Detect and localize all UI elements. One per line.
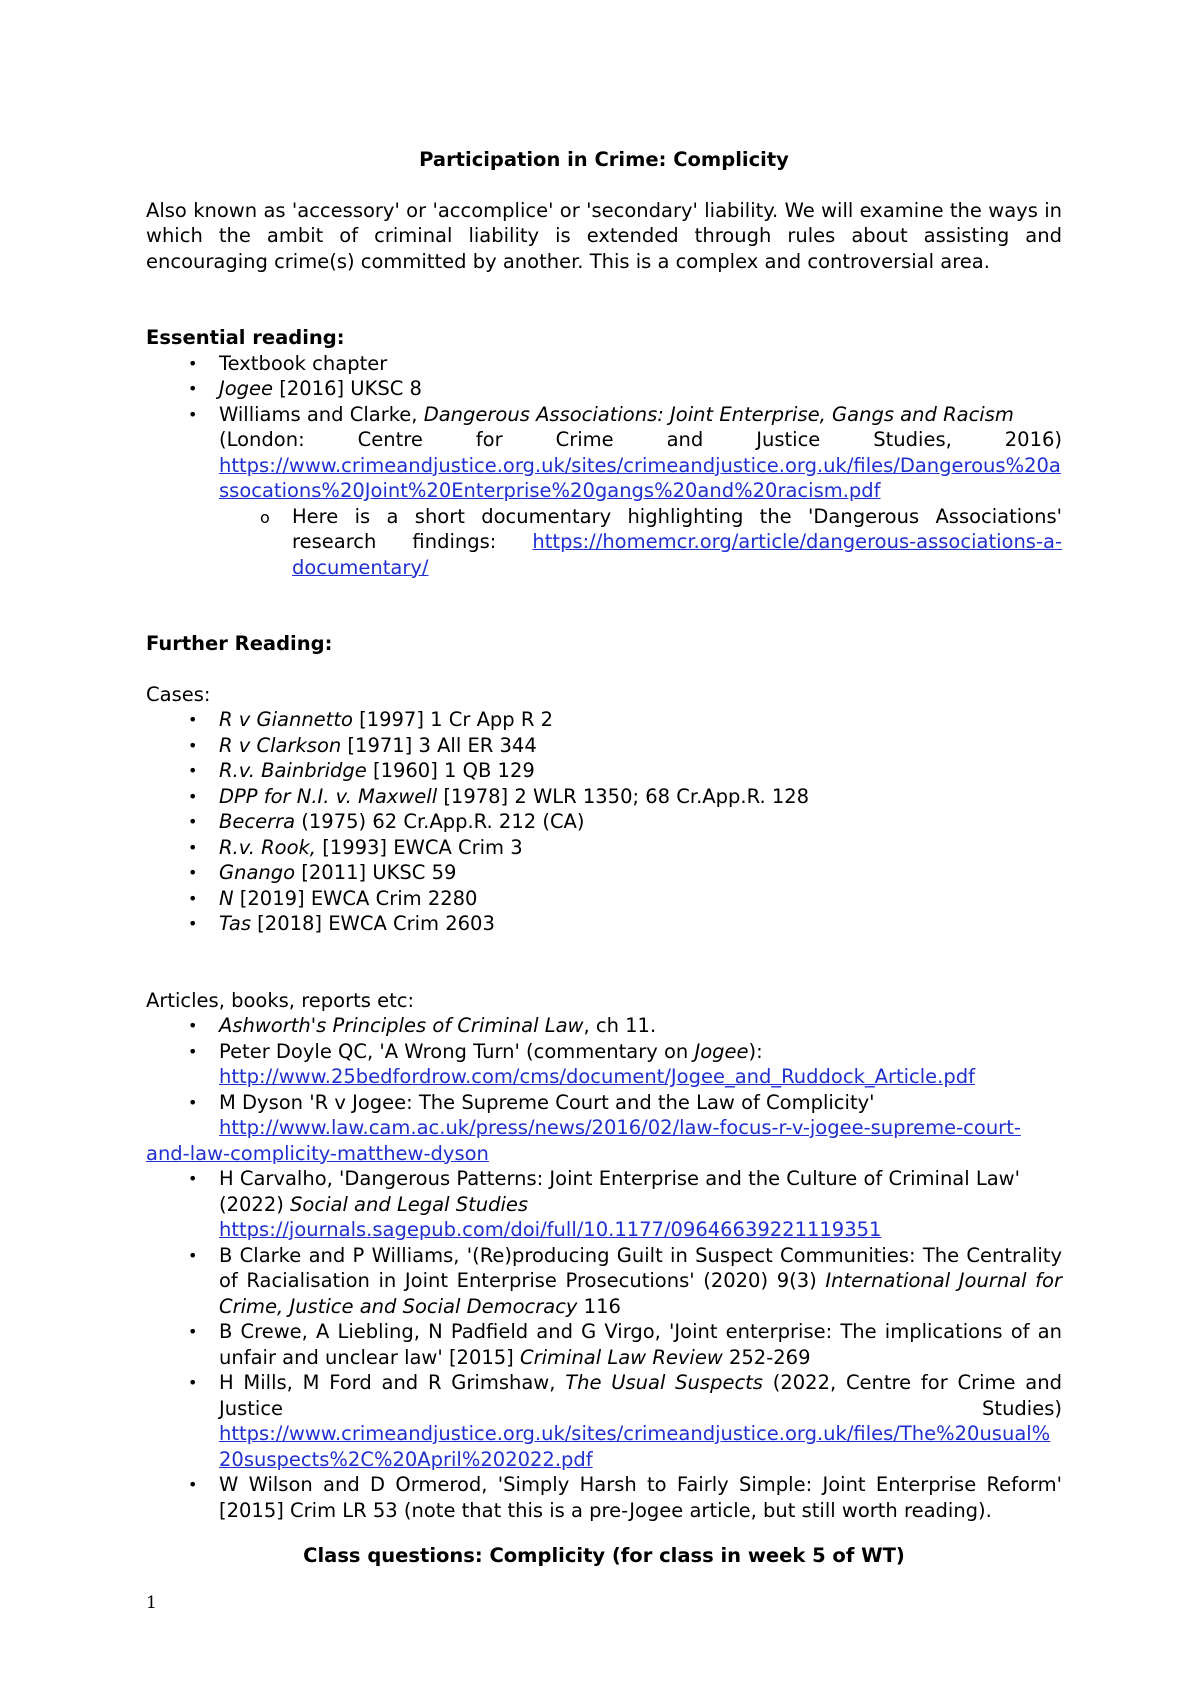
list-item: • Jogee [2016] UKSC 8 — [188, 377, 422, 400]
case-item — [146, 707, 1062, 733]
case-citation: [2019] EWCA Crim 2280 — [233, 886, 478, 910]
bullet-icon: • — [188, 353, 198, 373]
case-name: R v Giannetto — [219, 708, 353, 731]
case-name: DPP for N.I. v. Maxwell — [219, 784, 438, 808]
bullet-icon: • — [188, 1092, 198, 1112]
dangerous-associations-report-link[interactable]: https://www.crimeandjustice.org.uk/sites/crimeandjustice.org.uk/files/Dangerous%20assocations%20Joint%20Enterprise%20gangs%20and%20racism.pdf — [219, 453, 1061, 502]
bullet-icon: • — [188, 1245, 198, 1265]
cases-label: Cases: — [146, 682, 211, 706]
case-item — [146, 886, 1062, 912]
bullet-icon: • — [188, 812, 198, 831]
documentary-link[interactable]: https://homemcr.org/article/dangerous-associations-a-documentary/ — [292, 530, 1062, 579]
list-item: • M Dyson 'R v Jogee: The Supreme Court and the Law of Complicity' http://www.law.cam.ac.uk/press/news/2016/02/law-focus-r-v-jogee-supreme-court- and-law-complicity-matthew-dyson — [146, 1090, 1021, 1165]
list-item: • Peter Doyle QC, 'A Wrong Turn' (commentary on Jogee): http://www.25bedfordrow.com/cms/document/Jogee_and_Ruddock_Article.pdf — [188, 1039, 975, 1088]
list-item: • W Wilson and D Ormerod, 'Simply Harsh to Fairly Simple: Joint Enterprise Reform' [2015] Crim LR 53 (note that this is a pre-Jogee article, but still worth reading). — [188, 1473, 1062, 1522]
bullet-icon: • — [188, 1016, 198, 1035]
bullet-icon: • — [188, 888, 198, 908]
bullet-icon: • — [188, 1475, 198, 1494]
case-item — [146, 809, 1062, 835]
case-item — [146, 911, 1062, 937]
essential-reading-heading: Essential reading: — [146, 326, 345, 349]
bullet-icon: • — [188, 761, 198, 780]
bullet-icon: • — [188, 1373, 198, 1392]
case-citation: [1978] 2 WLR 1350; 68 Cr.App.R. 128 — [437, 784, 810, 808]
case-name: Becerra — [219, 810, 296, 833]
page-number: 1 — [146, 1593, 157, 1613]
further-reading-heading: Further Reading: — [146, 632, 333, 655]
usual-suspects-report-link[interactable]: https://www.crimeandjustice.org.uk/sites/crimeandjustice.org.uk/files/The%20usual%20suspects%2C%20April%202022.pdf — [219, 1422, 1051, 1471]
list-item: • Williams and Clarke, Dangerous Associations: Joint Enterprise, Gangs and Racism (London: Centre for Crime and Justice Studies, 2016) https://www.crimeandjustice.org.uk/sites/crimeandjustice.org.uk/files/Dangerous%20assocations%20Joint%20Enterprise%20gangs%20and%20racism.pdf o Here is a short documentary highlighting the 'Dangerous Associations' research findings: https://homemcr.org/article/dangerous-associations-a-documentary/ — [146, 402, 1062, 581]
bullet-icon: • — [188, 914, 198, 933]
doyle-article-link[interactable]: http://www.25bedfordrow.com/cms/document/Jogee_and_Ruddock_Article.pdf — [219, 1065, 975, 1088]
bullet-icon: • — [188, 710, 198, 729]
bullet-icon: • — [188, 1041, 198, 1061]
intro-paragraph: Also known as 'accessory' or 'accomplice' or 'secondary' liability. We will examine the ways in which the ambit of criminal liability is extended through rules about assisting and encouraging crime(s) committed by another. This is a complex and controversial area. — [146, 198, 1062, 273]
dyson-article-link[interactable]: http://www.law.cam.ac.uk/press/news/2016/02/law-focus-r-v-jogee-supreme-court- — [219, 1116, 1021, 1139]
sub-bullet-icon: o — [260, 507, 270, 527]
case-name: Gnango — [219, 861, 296, 884]
case-citation: [2011] UKSC 59 — [295, 861, 457, 884]
list-item: • Textbook chapter — [188, 351, 388, 375]
bullet-icon: • — [188, 1169, 198, 1188]
case-citation: [1971] 3 All ER 344 — [341, 733, 537, 757]
carvalho-article-link[interactable]: https://journals.sagepub.com/doi/full/10.1177/09646639221119351 — [219, 1218, 882, 1241]
list-item: • B Crewe, A Liebling, N Padfield and G Virgo, 'Joint enterprise: The implications of an unfair and unclear law' [2015] Criminal Law Review 252-269 — [188, 1320, 1062, 1369]
case-citation: [2018] EWCA Crim 2603 — [250, 912, 495, 935]
case-citation: [1960] 1 QB 129 — [366, 759, 535, 782]
list-item: • B Clarke and P Williams, '(Re)producing Guilt in Suspect Communities: The Centrality of Racialisation in Joint Enterprise Prosecutions' (2020) 9(3) International Journal for Crime, Justice and Social Democracy 116 — [188, 1243, 1062, 1318]
case-item — [146, 758, 1062, 784]
essential-sub-list — [146, 504, 1062, 581]
bullet-icon: • — [188, 786, 198, 806]
case-name: R.v. Rook, — [219, 835, 316, 859]
case-name: R v Clarkson — [219, 733, 342, 757]
essential-reading-list — [146, 351, 1062, 581]
case-citation: [1993] EWCA Crim 3 — [316, 835, 523, 859]
bullet-icon: • — [188, 404, 198, 424]
cases-list — [146, 707, 1062, 937]
list-item: o Here is a short documentary highlighting the 'Dangerous Associations' research findings: https://homemcr.org/article/dangerous-associations-a-documentary/ — [260, 504, 1062, 579]
list-item: • H Carvalho, 'Dangerous Patterns: Joint Enterprise and the Culture of Criminal Law' (2022) Social and Legal Studies https://journals.sagepub.com/doi/full/10.1177/09646639221119351 — [188, 1167, 1020, 1241]
bullet-icon: • — [188, 863, 198, 882]
dyson-article-link-cont[interactable]: and-law-complicity-matthew-dyson — [146, 1141, 489, 1165]
list-item: • H Mills, M Ford and R Grimshaw, The Usual Suspects (2022, Centre for Crime and Justice Studies) https://www.crimeandjustice.org.uk/sites/crimeandjustice.org.uk/files/The%20usual%20suspects%2C%20April%202022.pdf — [188, 1371, 1062, 1471]
articles-label: Articles, books, reports etc: — [146, 988, 415, 1012]
list-item: • Ashworth's Principles of Criminal Law, ch 11. — [188, 1014, 657, 1037]
page-title: Participation in Crime: Complicity — [419, 148, 789, 171]
bullet-icon: • — [188, 1322, 198, 1341]
bullet-icon: • — [188, 735, 198, 755]
case-name: N — [219, 886, 234, 910]
case-name: R.v. Bainbridge — [219, 759, 367, 782]
bullet-icon: • — [188, 837, 198, 857]
bullet-icon: • — [188, 379, 198, 398]
case-name: Tas — [219, 912, 251, 935]
document-body — [146, 147, 1062, 1588]
case-item — [146, 733, 1062, 759]
case-item — [146, 784, 1062, 810]
case-citation: [1997] 1 Cr App R 2 — [352, 708, 554, 731]
case-citation: (1975) 62 Cr.App.R. 212 (CA) — [295, 810, 585, 833]
case-item — [146, 835, 1062, 861]
case-item — [146, 860, 1062, 886]
class-questions-heading: Class questions: Complicity (for class in week 5 of WT) — [303, 1543, 905, 1567]
articles-list — [146, 1013, 1062, 1523]
